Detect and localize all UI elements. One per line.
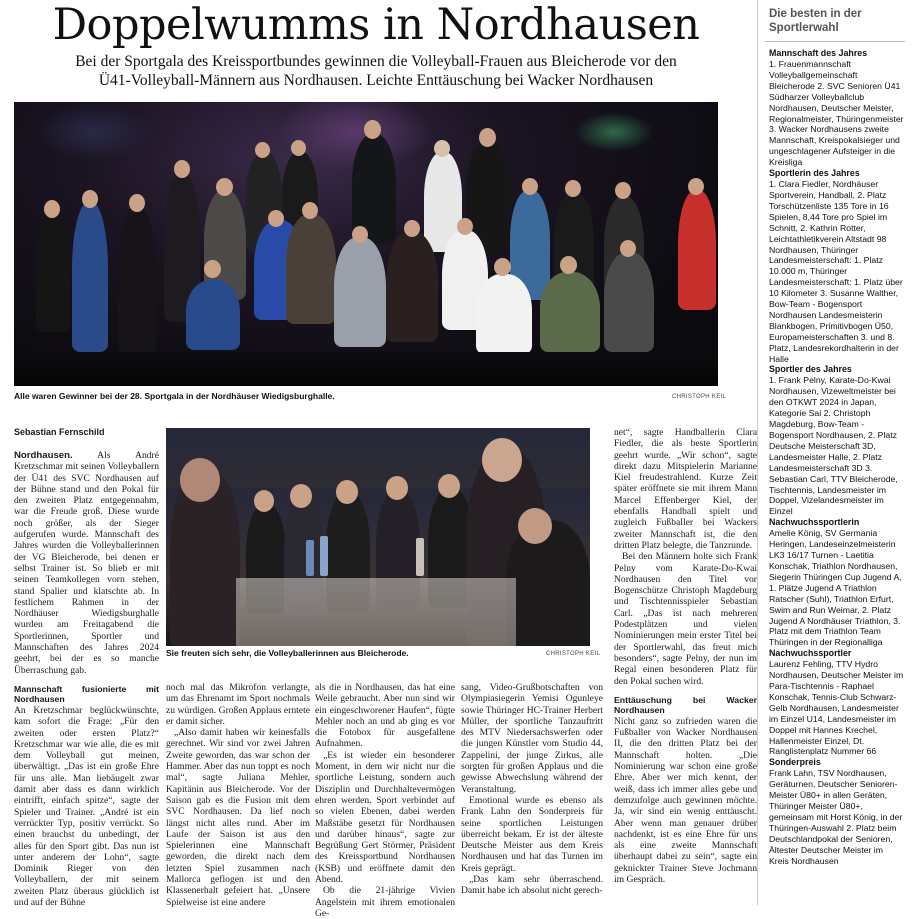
paragraph: Ob die 21-jährige Vivien Angelstein mit ihrem emotionalen Ge- bbox=[315, 885, 455, 919]
photo2-caption: Sie freuten sich sehr, die Volleyballerinnen aus Bleicherode. bbox=[166, 648, 409, 658]
sidebar-title: Die besten in der Sportlerwahl bbox=[765, 0, 905, 42]
photo1-credit: CHRISTOPH KEIL bbox=[672, 394, 727, 400]
dateline: Nordhausen. bbox=[14, 450, 73, 461]
section-heading: Sportler des Jahres bbox=[769, 364, 852, 375]
section-text: Amelie König, SV Germania Heringen, Landeseinzelmeisterin LK3 16/17 Turnen - Laetitia Konschak, Triathlon Nordhausen, Siegerin Thüringen Cup Jugend A, 1. Plätze Jugend A Triathlon Ratscher (Suhl), Triathlon Erfurt, Swim and Run Weimar, 2. Platz Jugend A Nordhäuser Triathlon, 3. Platz mit dem Triathlon Team Thüringen in der Regionalliga bbox=[769, 528, 902, 648]
byline: Sebastian Fernschild bbox=[14, 427, 105, 437]
section-heading: Nachwuchssportler bbox=[769, 648, 852, 659]
section-text: Frank Lahn, TSV Nordhausen, Geräturnen, Deutscher Senioren-Meister Ü80+ in allen Geräten, Thüringer Meister Ü80+, gemeinsam mit Horst König, in der Thüringen-Auswahl 2. Platz beim Deutschlandpokal der Senioren, Ältester Deutscher Meister im Kreis Nordhausen bbox=[769, 768, 903, 866]
text-column-3 bbox=[315, 682, 455, 919]
result-section-female-athlete bbox=[765, 168, 905, 364]
headline: Doppelwumms in Nordhausen bbox=[52, 0, 700, 50]
photo2-credit: CHRISTOPH KEIL bbox=[546, 651, 601, 657]
deck: Bei der Sportgala des Kreissportbundes gewinnen die Volleyball-Frauen aus Bleicherode vor den Ü41-Volleyball-Männern aus Nordhausen. Leichte Enttäuschung bei Wacker Nordhausen bbox=[75, 53, 677, 89]
paragraph: „Also damit haben wir keinesfalls gerechnet. Wir sind vor zwei Jahren Zweite geworden, das war schon der Hammer. Aber das nun toppt es noch mal“, sagte Juliana Mehler, Kapitänin aus Bleicherode. Vor der Saison gab es die Fusion mit dem SVC Nordhausen. Da lief noch längst nicht alles rund. Aber im Laufe der Saison ist aus den Spielerinnen eine Mannschaft geworden, die direkt nach dem letzten Spiel zusammen nach Mallorca geflogen ist und den Klassenerhalt gefeiert hat. „Unsere Spielweise ist eine andere bbox=[166, 727, 310, 908]
text-column-1 bbox=[14, 450, 159, 908]
subheading: Enttäuschung bei Wacker Nordhausen bbox=[614, 694, 757, 716]
section-text: 1. Frauenmannschaft Volleyballgemeinschaft Bleicherode 2. SVC Senioren Ü41 Südharzer Volleyballclub Nordhausen, Deutscher Meister, Regionalmeister, Thüringenmeister 3. Wacker Nordhausens zweite Mannschaft, Kreispokalsieger und ungeschlagener Aufsteiger in die Kreisliga bbox=[769, 59, 904, 168]
result-section-male-athlete bbox=[765, 364, 905, 517]
paragraph: Als André Kretzschmar mit seinen Volleyballern der Ü41 des SVC Nordhausen auf der Bühne stand und den Pokal für den zweiten Platz entgegennahm, war die Freude groß. Diese wurde noch größer, als der Sieger aufgerufen wurde. Mannschaft des Jahres wurden die Volleyballerinnen der VG Bleicherode, bei denen er selbst Trainer ist. So blieb er mit seinen Teamkollegen vorn stehen, stand Spalier und klatschte ab. In festlichem Rahmen in der Nordhäuser Wiedigsburghalle wurden am Freitagabend die Sportlerinnen, Sportler und Mannschaften des Jahres 2024 geehrt, bei der es so manche Überraschung gab. bbox=[14, 450, 159, 676]
subheading: Mannschaft fusionierte mit Nordhausen bbox=[14, 683, 159, 705]
paragraph: An Kretzschmar beglückwünschte, kam sofort die Frage: „Für den zweiten oder ersten Platz?“ Kretzschmar war wie alle, die es mit dem Volleyball gut meinen, überwältigt. „Das ist ein große Ehre für uns alle. Man liebäugelt zwar damit aber dass es dann wirklich eintrifft, einfach spitze“, sagte der Spieler und Trainer. „André ist ein verrückter Typ, positiv verrückt. So einen brauchst du unbedingt, der alles für den Sport gibt. Das nun ist unter anderem der Lohn“, sagte Dominik Rieger von den Volleyballern, der mit seinem zweiten Platz überaus glücklich ist und auf der Bühne bbox=[14, 704, 159, 908]
paragraph: Emotional wurde es ebenso als Frank Lahn den Sonderpreis für seine sportlichen Leistungen überreicht bekam. Er ist der älteste Deutsche Meister aus dem Kreis Nordhausen und hat das Turnen im Kreis geprägt. bbox=[461, 794, 603, 874]
paragraph: noch mal das Mikrofon verlangte, um das Ehrenamt im Sport nochmals zu würdigen. Großen Applaus erntete er damit sicher. bbox=[166, 682, 310, 727]
paragraph: „Das kam sehr überraschend. Damit habe ich absolut nicht gerech- bbox=[461, 874, 603, 897]
paragraph: als die in Nordhausen, das hat eine Weile gebraucht. Aber nun sind wir ein eingeschworener Haufen“, fügte Mehler noch an und ab ging es vor die Fotobox für ausgefallene Aufnahmen. bbox=[315, 682, 455, 750]
section-heading: Mannschaft des Jahres bbox=[769, 48, 868, 58]
section-text: 1. Clara Fiedler, Nordhäuser Sportverein, Handball, 2. Platz Torschützenliste 135 Tore in 16 Spielen, 8,44 Tore pro Spiel im Schnitt, 2. Kathrin Rotter, Leichtathletikverein Altstadt 98 Nordhausen, Thüringer Landesmeisterschaft: 1. Platz 10.000 m, Thüringer Landesmeisterschaft: 1. Platz über 10 Kilometer 3. Susanne Walther, Bow-Team - Bogensport Nordhausen Landesmeisterin Blankbogen, Primitivbogen Ü50, Europameisterschaften 3. und 8. Platz, Landesrekordhalterin in der Halle bbox=[769, 179, 903, 364]
result-section-team bbox=[765, 48, 905, 168]
section-heading: Nachwuchssportlerin bbox=[769, 517, 860, 528]
result-section-junior-male bbox=[765, 648, 905, 757]
text-column-4 bbox=[461, 682, 603, 897]
text-column-5 bbox=[614, 427, 757, 885]
section-text: Laurenz Fehling, TTV Hydro Nordhausen, Deutscher Meister im Para-Tischtennis - Raphael Konschak, Tennis-Club Schwarz-Gelb Nordhausen, Landesmeister im Einzel U14, Landesmeister im Doppel mit Hannes Krechel, Hallenmeister Einzel, Dt. Ranglistenplatz Nummer 66 bbox=[769, 659, 904, 757]
photo1-caption: Alle waren Gewinner bei der 28. Sportgala in der Nordhäuser Wiedigsburghalle. bbox=[14, 391, 335, 401]
paragraph: net“, sagte Handballerin Clara Fiedler, die als beste Sportlerin geehrt wurde. „Wir schon“, sagte direkt dazu Mitspielerin Marianne Kiel freudestrahlend. Kurze Zeit später eröffnete sie mit ihrem Mann Marcel Effenberger Kiel, der ebenfalls Handball spielt und zugleich Fußballer bei Wackers zweiter Mannschaft ist, die den dritten Platz belegte, die Tanzrunde. bbox=[614, 427, 757, 551]
result-section-special-award bbox=[765, 757, 905, 866]
text-column-2 bbox=[166, 682, 310, 908]
result-section-junior-female bbox=[765, 517, 905, 648]
section-heading: Sportlerin des Jahres bbox=[769, 168, 860, 179]
section-heading: Sonderpreis bbox=[769, 757, 821, 768]
paragraph: sang, Video-Grußbotschaften von Olympiasiegerin Yemisi Ogunleye sowie Thüringer HC-Trainer Herbert Müller, der sportliche Tanzauftritt des MTV Niedersachswerfen oder die jungen Künstler vom Studio 44, Zappelini, der junge Zirkus, alle sorgten für großen Applaus und die gewisse Abwechslung während der Veranstaltung. bbox=[461, 682, 603, 795]
paragraph: Nicht ganz so zufrieden waren die Fußballer von Wacker Nordhausen II, die den dritten Platz bei der Mannschaft holten. „Die Nominierung war schon eine große Ehre. Aber wer mich kennt, der weiß, dass ich immer alles gebe und demzufolge auch gewinnen möchte. Ja, wir sind ein wenig enttäuscht. Aber wenn man genauer drüber nachdenkt, ist es eine Ehre für uns als eine zweite Mannschaft überhaupt dabei zu sein“, sagte ein geknickter Trainer Steve Jochmann im Gespräch. bbox=[614, 715, 757, 885]
volleyball-team-photo bbox=[166, 428, 590, 646]
section-text: 1. Frank Pelny, Karate-Do-Kwai Nordhausen, Vizeweltmeister bei den OTKWT 2024 in Japan, Kategorie Sai 2. Christoph Magdeburg, Bow-Team - Bogensport Nordhausen, 2. Platz Deutsche Meisterschaft 3D, Landesmeister Halle, 2. Platz Landesmeisterschaft 3D 3. Sebastian Carl, TTV Bleicherode, Tischtennis, Landesmeister im Doppel, Vizelandesmeister im Einzel bbox=[769, 375, 898, 517]
paragraph: Bei den Männern holte sich Frank Pelny vom Karate-Do-Kwai Nordhausen den Titel vor Bogenschütze Christoph Magdeburg und Tischtennisspieler Sebastian Carl. „Das ist nach mehreren Podestplätzen und vielen Nominierungen mein erster Titel bei der Sportlerwahl, das freut mich besonders“, sagte Pelny, der nun im Regal einen besonderen Platz für den Pokal suchen wird. bbox=[614, 551, 757, 687]
column-divider bbox=[757, 0, 758, 905]
sidebar-results bbox=[765, 0, 905, 905]
paragraph: „Es ist wieder ein besonderer Moment, in dem wir nicht nur die sportliche Leistung, sondern auch Disziplin und Durchhaltevermögen ehren werden. Sport verbindet auf so vielen Ebenen, dabei werden Maßstäbe gesetzt für Nordhausen und darüber hinaus“, sagte zur Begrüßung Gert Störmer, Präsident des Kreissportbund Nordhausen (KSB) und eröffnete damit den Abend. bbox=[315, 749, 455, 886]
group-photo bbox=[14, 102, 718, 386]
